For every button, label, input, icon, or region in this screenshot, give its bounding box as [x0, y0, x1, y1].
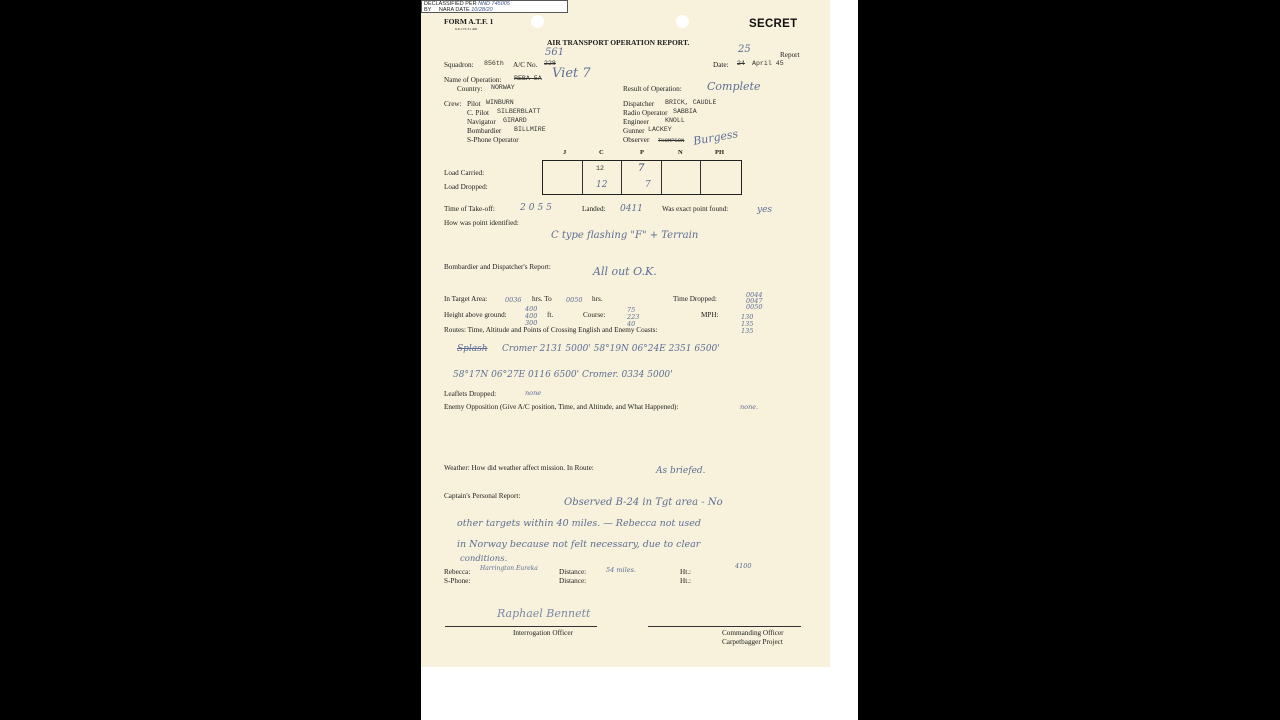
mph-label: MPH: [701, 311, 719, 319]
pilot-value: WINBURN [486, 99, 514, 106]
time-dropped-1: 0044 [746, 291, 763, 299]
navigator-value: GIRARD [503, 117, 527, 124]
sphone-label: S-Phone: [444, 577, 471, 585]
dropped-p-value: 7 [645, 180, 651, 190]
ac-label: A/C No. [513, 61, 538, 69]
ac-handwritten: 561 [545, 47, 565, 58]
sphone-ht-label: Ht.: [680, 577, 691, 585]
captain-report-label: Captain's Personal Report: [444, 492, 521, 500]
date-label: Date: [713, 61, 729, 69]
stamp-nara-date: NARA DATE [438, 7, 470, 13]
time-dropped-2: 0047 [746, 297, 763, 305]
operation-struck: REBA 5A [514, 75, 542, 82]
col-n: N [678, 149, 683, 156]
squadron-value: 856th [484, 60, 504, 67]
how-identified-value: C type flashing "F" + Terrain [551, 230, 699, 241]
time-dropped-label: Time Dropped: [673, 295, 717, 303]
engineer-label: Engineer [623, 118, 649, 126]
gunner-label: Gunner [623, 127, 645, 135]
captain-line1: Observed B-24 in Tgt area - No [564, 497, 723, 508]
radio-operator-label: Radio Operator [623, 109, 668, 117]
enemy-opposition-label: Enemy Opposition (Give A/C position, Time, and Altitude, and What Happened): [444, 403, 679, 411]
height-3: 300 [525, 319, 538, 327]
routes-struck: Splash [457, 344, 488, 354]
load-dropped-label: Load Dropped: [444, 183, 488, 191]
rebecca-ht-value: 4100 [735, 562, 752, 570]
weather-value: As briefed. [656, 466, 706, 476]
form-subnumber: 8-P-173-31 400 [455, 27, 478, 31]
crew-label: Crew: [444, 100, 462, 108]
bombardier-label: Bombardier [467, 127, 502, 135]
operation-handwritten: Viet 7 [552, 66, 591, 81]
captain-line2: other targets within 40 miles. — Rebecca not used [457, 518, 701, 529]
course-1: 75 [627, 306, 636, 314]
country-label: Country: [457, 85, 483, 93]
commanding-signature-line [648, 626, 801, 627]
height-label: Height above ground: [444, 311, 507, 319]
interrogation-officer-label: Interrogation Officer [513, 629, 573, 637]
observer-struck: THOMPSON [658, 137, 685, 144]
bd-report-value: All out O.K. [593, 265, 657, 278]
report-title: AIR TRANSPORT OPERATION REPORT. [547, 38, 690, 47]
country-value: NORWAY [491, 84, 515, 91]
report-label: Report [780, 51, 800, 59]
ac-struck-value: 228 [544, 60, 556, 67]
navigator-label: Navigator [467, 118, 496, 126]
weather-label: Weather: How did weather affect mission. In Route: [444, 464, 594, 472]
routes-line2: 58°17N 06°27E 0116 6500' Cromer. 0334 5000' [453, 370, 673, 380]
dispatcher-value: BRICK, CAUDLE [665, 99, 717, 106]
rebecca-label: Rebecca: [444, 568, 471, 576]
form-number: FORM A.T.F. 1 [444, 17, 494, 26]
target-to-value: 0050 [566, 296, 583, 304]
dispatcher-label: Dispatcher [623, 100, 655, 108]
col-c: C [599, 149, 604, 156]
result-label: Result of Operation: [623, 85, 682, 93]
course-2: 223 [627, 313, 640, 321]
interrogation-signature: Raphael Bennett [497, 607, 591, 620]
course-3: 40 [627, 320, 636, 328]
punch-hole-left [531, 15, 544, 28]
stamp-date: 10/28/20 [471, 7, 493, 13]
copilot-label: C. Pilot [467, 109, 489, 117]
takeoff-value: 2055 [520, 203, 555, 213]
commanding-officer-label: Commanding Officer [722, 629, 784, 637]
leaflets-label: Leaflets Dropped: [444, 390, 497, 398]
height-ft: ft. [547, 311, 554, 319]
height-2: 400 [525, 312, 538, 320]
carried-p-value: 7 [638, 163, 645, 174]
stamp-line1: DECLASSIFIED PER [424, 1, 477, 7]
squadron-label: Squadron: [444, 61, 474, 69]
date-struck-day: 24 [737, 60, 745, 67]
mph-3: 135 [741, 327, 754, 335]
rebecca-ht-label: Ht.: [680, 568, 691, 576]
report-number-handwritten: 25 [738, 44, 751, 55]
secret-marking: SECRET [749, 18, 798, 30]
landed-value: 0411 [620, 204, 643, 214]
mph-2: 135 [741, 320, 754, 328]
captain-line3: in Norway because not felt necessary, due to clear [457, 539, 701, 550]
date-value: April 45 [752, 60, 784, 67]
stamp-authority: NND 745005 [478, 1, 510, 7]
takeoff-label: Time of Take-off: [444, 205, 495, 213]
copilot-value: SILBERBLATT [497, 108, 541, 115]
engineer-value: KNOLL [665, 117, 685, 124]
rebecca-distance-value: 54 miles. [606, 566, 636, 574]
time-dropped-3: 0050 [746, 303, 763, 311]
how-identified-label: How was point identified: [444, 219, 519, 227]
target-hrs-to: hrs. To [532, 295, 552, 303]
exact-point-value: yes [757, 205, 773, 215]
bombardier-value: BILLMIRE [514, 126, 546, 133]
stamp-by: BY [424, 7, 432, 13]
routes-line1: Cromer 2131 5000' 58°19N 06°24E 2351 6500' [502, 344, 720, 354]
declassification-stamp [421, 0, 568, 13]
load-carried-label: Load Carried: [444, 169, 485, 177]
target-hrs: hrs. [592, 295, 603, 303]
carpetbagger-project-label: Carpetbagger Project [722, 638, 783, 646]
mph-1: 130 [741, 313, 754, 321]
rebecca-value: Harrington Eureka [480, 565, 538, 572]
dropped-c-value: 12 [596, 180, 608, 190]
captain-line4: conditions. [460, 554, 508, 564]
bd-report-label: Bombardier and Dispatcher's Report: [444, 263, 551, 271]
exact-point-label: Was exact point found: [662, 205, 729, 213]
routes-label: Routes: Time, Altitude and Points of Crossing English and Enemy Coasts: [444, 326, 658, 334]
enemy-opposition-value: none. [740, 403, 759, 411]
gunner-value: LACKEY [648, 126, 672, 133]
rebecca-distance-label: Distance: [559, 568, 587, 576]
punch-hole-right [676, 15, 689, 28]
height-1: 400 [525, 305, 538, 313]
col-p: P [640, 149, 644, 156]
radio-operator-value: SABBIA [673, 108, 697, 115]
leaflets-value: none [525, 389, 542, 397]
sphone-distance-label: Distance: [559, 577, 587, 585]
sphone-operator-label: S-Phone Operator [467, 136, 519, 144]
operation-label: Name of Operation: [444, 76, 502, 84]
target-area-label: In Target Area: [444, 295, 488, 303]
landed-label: Landed: [582, 205, 606, 213]
interrogation-signature-line [445, 626, 597, 627]
pilot-label: Pilot [467, 100, 481, 108]
course-label: Course: [583, 311, 606, 319]
observer-label: Observer [623, 136, 650, 144]
target-from-value: 0036 [505, 296, 522, 304]
observer-handwritten: Burgess [692, 127, 740, 148]
carried-c-value: 12 [596, 165, 604, 172]
result-handwritten: Complete [707, 80, 761, 93]
col-j: J [563, 149, 567, 156]
col-ph: PH [715, 149, 725, 156]
